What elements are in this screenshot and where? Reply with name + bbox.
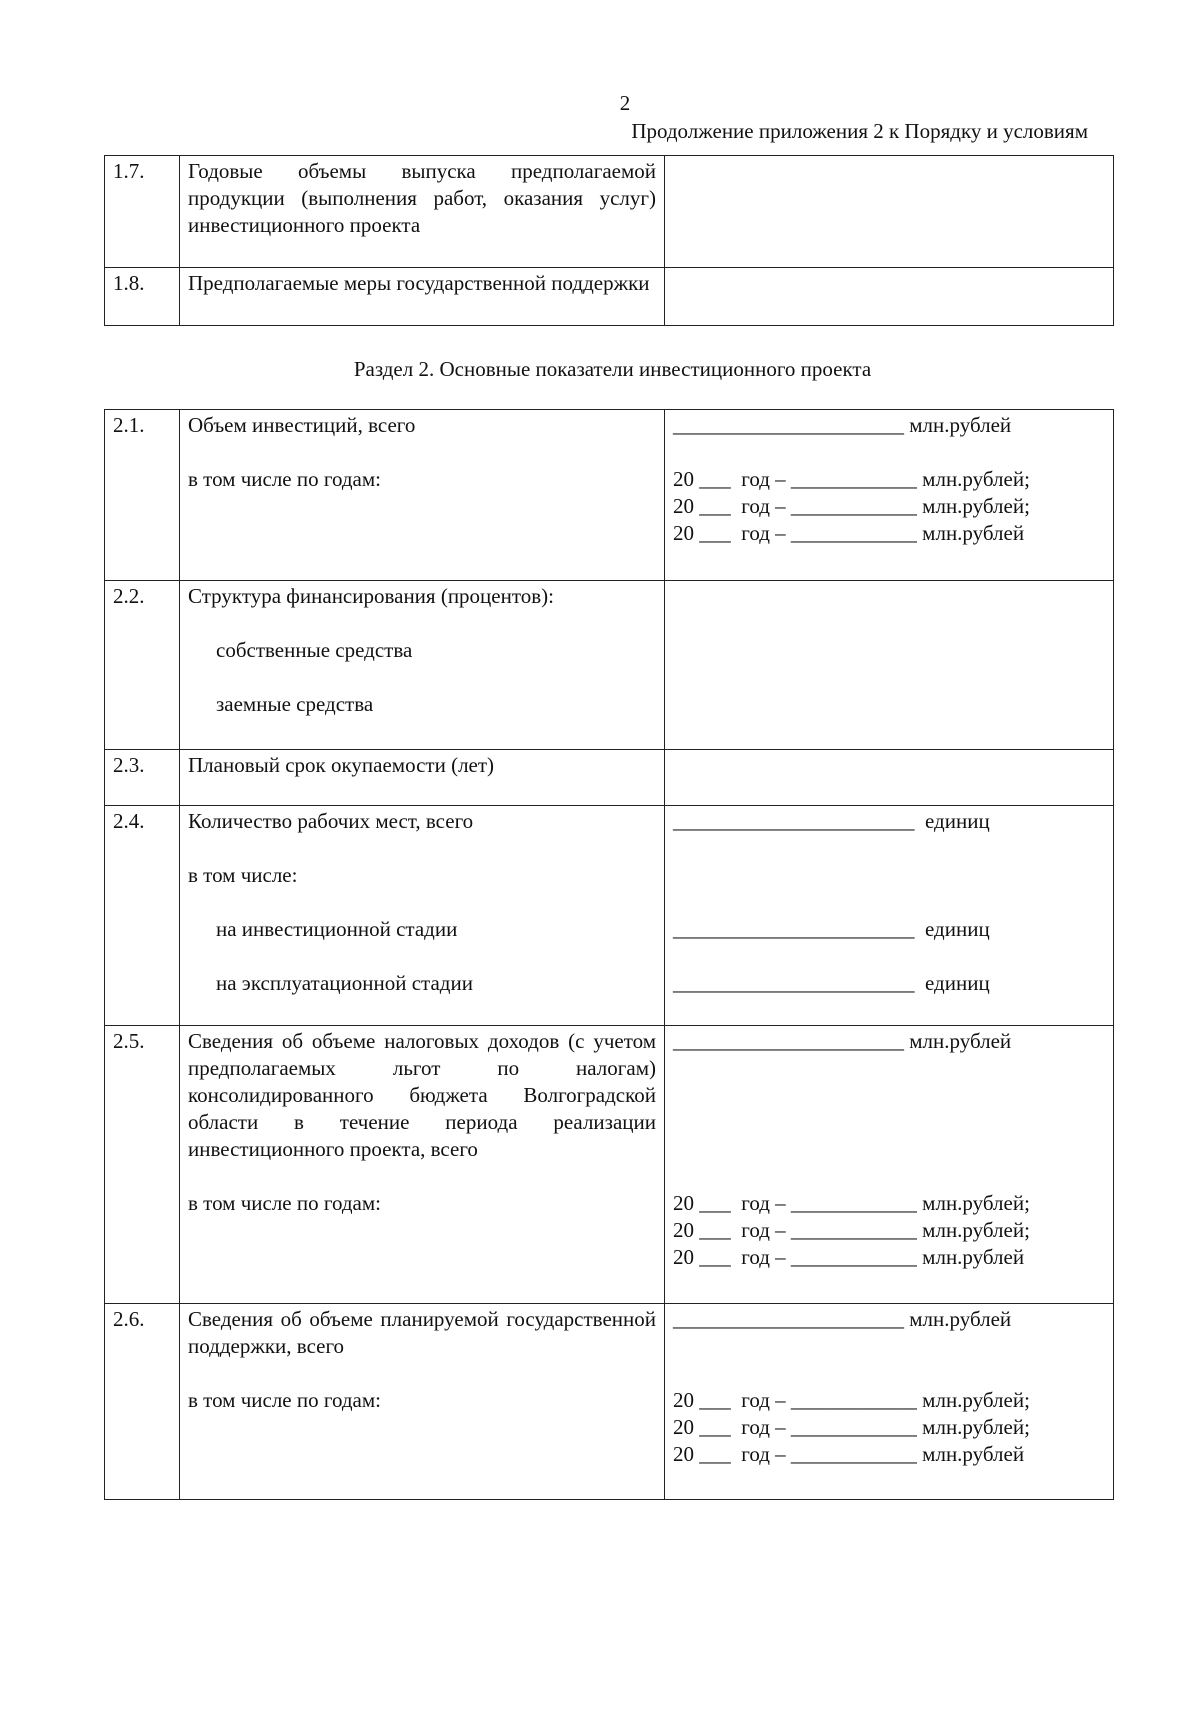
table-row bbox=[105, 806, 1114, 1026]
borrowed-funds-label: заемные средства bbox=[216, 692, 374, 716]
row-subtitle: в том числе по годам: bbox=[188, 1191, 381, 1215]
investment-stage-field: _______________________ единиц bbox=[673, 917, 990, 941]
row-description: Плановый срок окупаемости (лет) bbox=[180, 750, 665, 806]
row-description: Структура финансирования (процентов): bbox=[188, 584, 555, 608]
year-field: 20 ___ год – ____________ млн.рублей; bbox=[673, 467, 1030, 491]
row-subtitle: в том числе по годам: bbox=[188, 467, 381, 491]
page-number: 2 bbox=[619, 91, 631, 115]
total-field: ______________________ млн.рублей bbox=[673, 413, 1012, 437]
row-description: Количество рабочих мест, всего bbox=[188, 809, 474, 833]
row-number: 2.6. bbox=[105, 1304, 180, 1500]
total-field: ______________________ млн.рублей bbox=[673, 1029, 1012, 1053]
row-number: 2.4. bbox=[105, 806, 180, 1026]
row-number: 2.2. bbox=[105, 581, 180, 750]
table-row bbox=[105, 268, 1114, 326]
table-row bbox=[105, 1026, 1114, 1304]
row-value bbox=[665, 268, 1114, 326]
operation-stage-field: _______________________ единиц bbox=[673, 971, 990, 995]
row-description: Предполагаемые меры государственной поддержки bbox=[180, 268, 665, 326]
row-value bbox=[665, 156, 1114, 268]
year-field: 20 ___ год – ____________ млн.рублей; bbox=[673, 1218, 1030, 1242]
row-value bbox=[665, 750, 1114, 806]
year-field: 20 ___ год – ____________ млн.рублей; bbox=[673, 1388, 1030, 1412]
row-subtitle: в том числе по годам: bbox=[188, 1388, 381, 1412]
investment-stage-label: на инвестиционной стадии bbox=[216, 917, 458, 941]
row-description: Годовые объемы выпуска предполагаемой продукции (выполнения работ, оказания услуг) инвестиционного проекта bbox=[180, 156, 665, 268]
row-description: Сведения об объеме планируемой государственной поддержки, всего bbox=[188, 1307, 656, 1358]
row-subtitle: в том числе: bbox=[188, 863, 298, 887]
table-row bbox=[105, 1304, 1114, 1500]
year-field: 20 ___ год – ____________ млн.рублей; bbox=[673, 494, 1030, 518]
row-number: 2.3. bbox=[105, 750, 180, 806]
operation-stage-label: на эксплуатационной стадии bbox=[216, 971, 473, 995]
year-field: 20 ___ год – ____________ млн.рублей; bbox=[673, 1191, 1030, 1215]
row-number: 2.1. bbox=[105, 410, 180, 581]
year-field: 20 ___ год – ____________ млн.рублей bbox=[673, 1245, 1025, 1269]
row-description: Объем инвестиций, всего bbox=[188, 413, 416, 437]
total-field: ______________________ млн.рублей bbox=[673, 1307, 1012, 1331]
table-row bbox=[105, 750, 1114, 806]
row-description: Сведения об объеме налоговых доходов (с учетом предполагаемых льгот по налогам) консолидированного бюджета Волгоградской области в течение периода реализации инвестиционного проекта, всего bbox=[188, 1029, 656, 1161]
total-field: _______________________ единиц bbox=[673, 809, 990, 833]
year-field: 20 ___ год – ____________ млн.рублей; bbox=[673, 1415, 1030, 1439]
table-row bbox=[105, 410, 1114, 581]
row-value bbox=[665, 581, 1114, 750]
row-number: 2.5. bbox=[105, 1026, 180, 1304]
table-row bbox=[105, 581, 1114, 750]
table-row bbox=[105, 156, 1114, 268]
year-field: 20 ___ год – ____________ млн.рублей bbox=[673, 521, 1025, 545]
page-subtitle: Продолжение приложения 2 к Порядку и условиям bbox=[631, 119, 1088, 143]
row-number: 1.7. bbox=[105, 156, 180, 268]
year-field: 20 ___ год – ____________ млн.рублей bbox=[673, 1442, 1025, 1466]
own-funds-label: собственные средства bbox=[216, 638, 413, 662]
section-title: Раздел 2. Основные показатели инвестиционного проекта bbox=[353, 357, 872, 381]
table-section1 bbox=[104, 155, 1114, 326]
row-number: 1.8. bbox=[105, 268, 180, 326]
table-section2 bbox=[104, 409, 1114, 1500]
